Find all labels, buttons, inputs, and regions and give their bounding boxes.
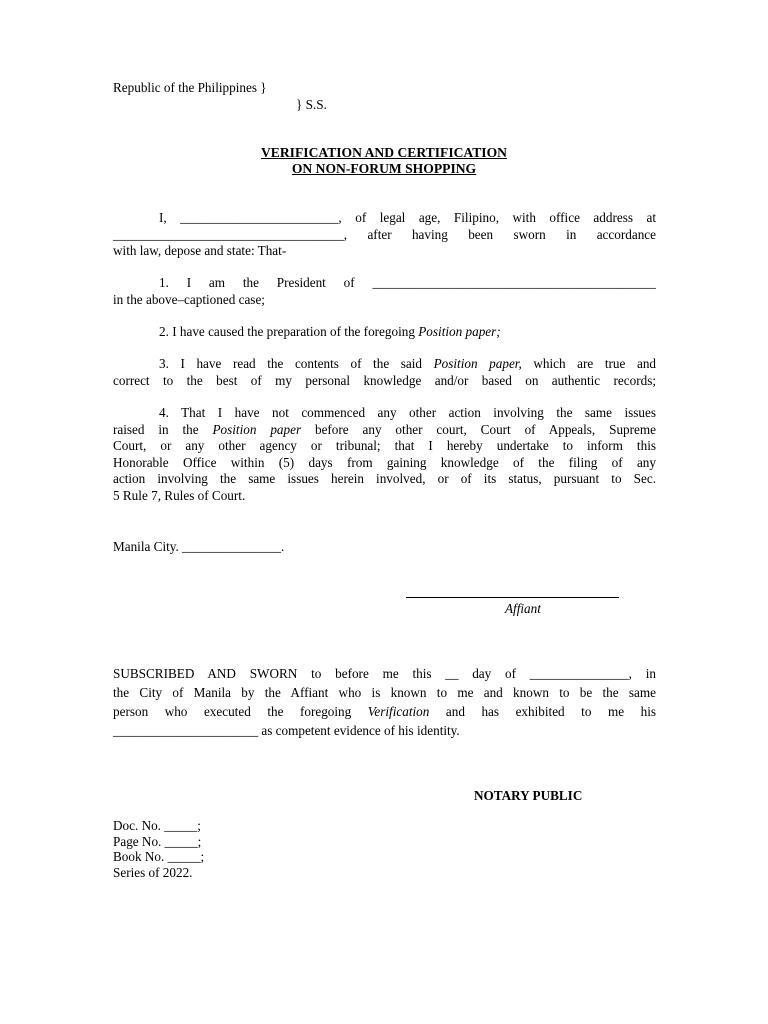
jurat-paragraph (113, 664, 656, 740)
jurisdiction-line-2: } S.S. (296, 97, 327, 112)
item-3-paragraph (113, 356, 656, 389)
intro-line-2: ___________________________________, after having been sworn in accordance (113, 226, 656, 242)
item-4-emphasis: Position paper (212, 421, 302, 437)
affiant-label (505, 600, 541, 617)
jurat-line-1: SUBSCRIBED AND SWORN to before me this __ day of _______________, in (113, 666, 656, 681)
item-4-line-4: Honorable Office within (5) days from gaining knowledge of the filing of any (113, 454, 656, 470)
item-3-text-b: which are true and (521, 356, 657, 371)
place-line: Manila City. _______________. (113, 539, 285, 554)
item-3-text-a: 3. I have read the contents of the said (159, 356, 434, 371)
series-year: Series of 2022. (113, 864, 193, 880)
item-1-line-2: in the above–captioned case; (113, 291, 265, 307)
item-2-paragraph (113, 324, 656, 341)
page-number: Page No. _____; (113, 833, 202, 849)
item-3-line-1 (113, 356, 656, 373)
item-4-text-b: before any other court, Court of Appeals, Supreme (301, 421, 656, 437)
document-title-line-2: ON NON-FORUM SHOPPING (291, 161, 477, 176)
item-3-emphasis: Position paper, (433, 356, 522, 371)
intro-line-3: with law, depose and state: That- (113, 243, 287, 258)
item-2-emphasis: Position paper; (418, 324, 501, 339)
affiant-label-text: Affiant (505, 601, 541, 616)
jurat-text-a: person who executed the foregoing (113, 704, 368, 719)
doc-number: Doc. No. _____; (113, 818, 201, 833)
jurisdiction-line-1: Republic of the Philippines } (113, 80, 267, 95)
item-4-line-1: 4. That I have not commenced any other action involving the same issues (159, 405, 656, 420)
intro-line-1: I, ________________________, of legal age, Filipino, with office address at (159, 210, 656, 225)
item-4-line-6: 5 Rule 7, Rules of Court. (113, 487, 246, 503)
jurat-line-3 (113, 702, 656, 721)
jurat-line-2: the City of Manila by the Affiant who is known to me and known to be the same (113, 685, 656, 700)
item-4-line-3: Court, or any other agency or tribunal; that I hereby undertake to inform this (113, 438, 656, 453)
item-4-line-2 (113, 422, 656, 439)
notary-public-label: NOTARY PUBLIC (474, 788, 583, 803)
item-4-text-a: raised in the (113, 421, 213, 437)
book-number: Book No. _____; (113, 849, 205, 864)
jurat-text-b: and has exhibited to me his (429, 704, 657, 719)
intro-paragraph (113, 210, 656, 260)
jurat-emphasis: Verification (367, 704, 430, 719)
document-title-line-1: VERIFICATION AND CERTIFICATION (260, 145, 507, 160)
doc-references (113, 818, 204, 880)
item-2-line-1 (113, 324, 656, 341)
item-1-line-1: 1. I am the President of ___________________________________________ (159, 275, 656, 290)
item-4-paragraph (113, 405, 656, 504)
item-3-line-2: correct to the best of my personal knowledge and/or based on authentic records; (113, 372, 656, 388)
item-4-line-5: action involving the same issues herein involved, or of its status, pursuant to Sec. (113, 471, 656, 486)
item-1-paragraph (113, 275, 656, 308)
item-2-text: 2. I have caused the preparation of the foregoing (159, 324, 419, 339)
jurat-line-4: ______________________ as competent evidence of his identity. (113, 723, 460, 738)
affiant-signature-line (406, 597, 619, 598)
